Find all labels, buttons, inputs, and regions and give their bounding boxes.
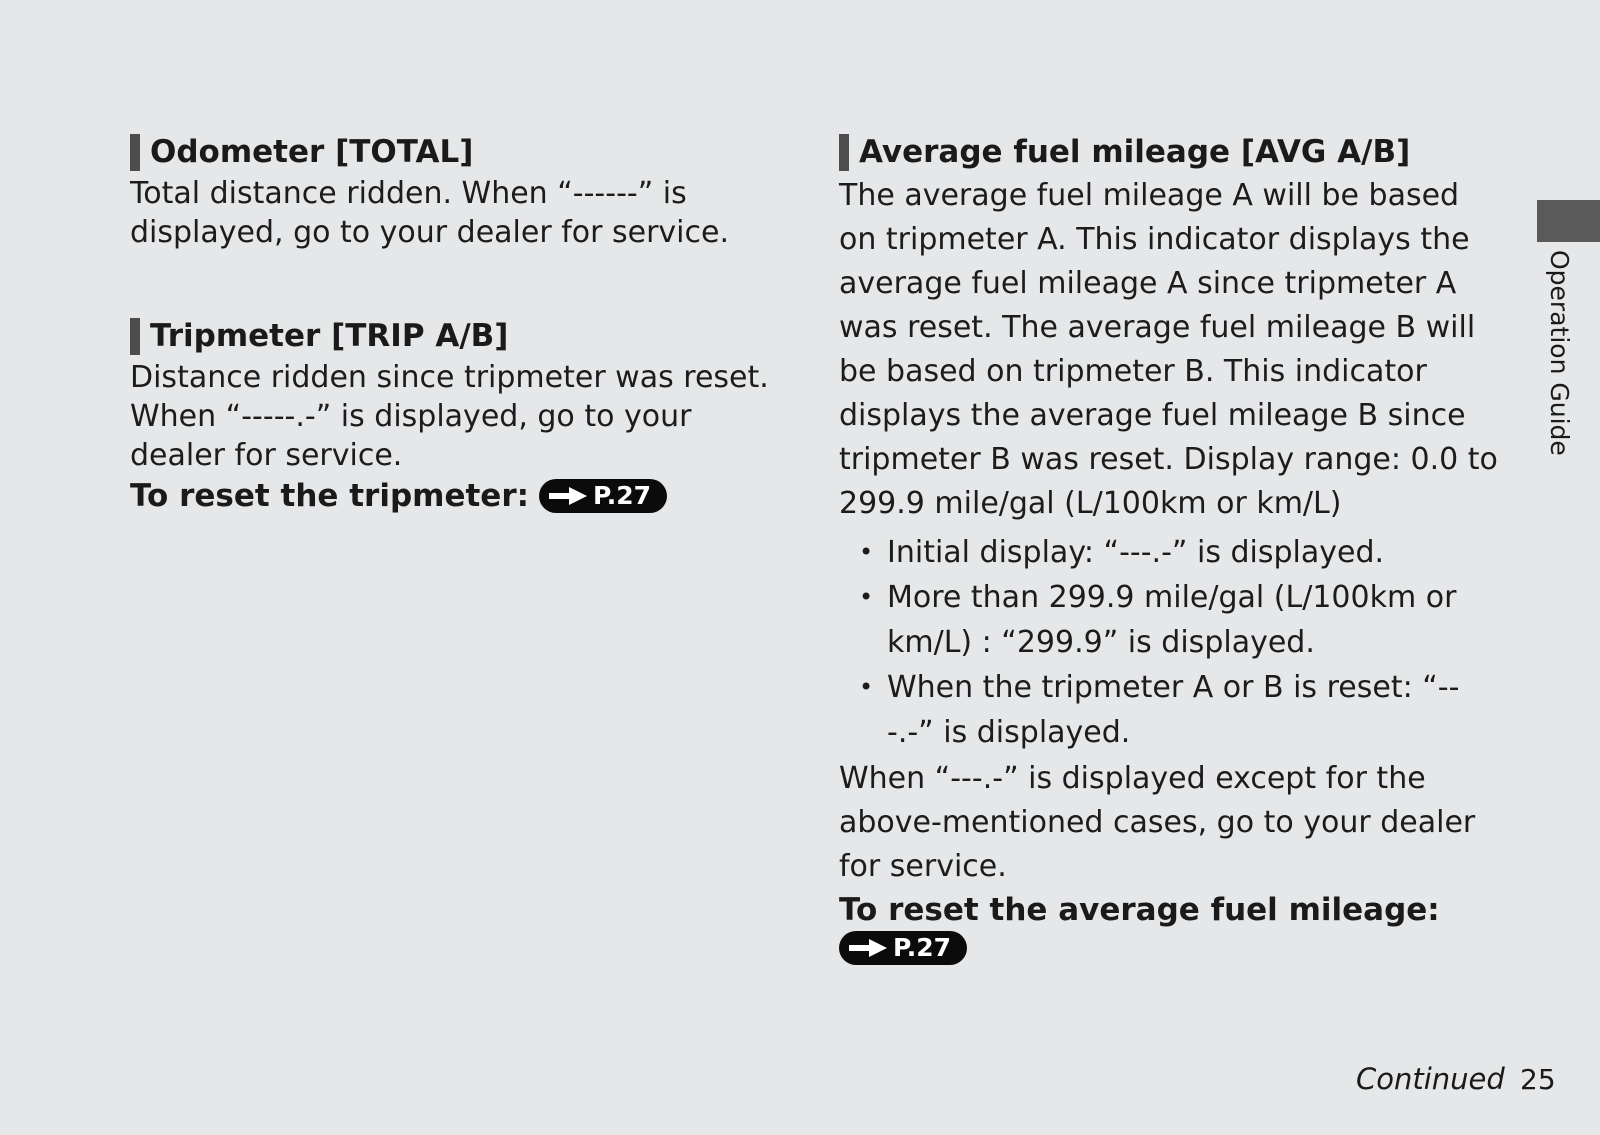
tripmeter-heading-text: Tripmeter [TRIP A/B] bbox=[150, 318, 509, 354]
avg-fuel-reset-label bbox=[839, 889, 1504, 931]
avg-fuel-description: The average fuel mileage A will be based on tripmeter A. This indicator displays the average fuel mileage A since tripmeter A was reset. The average fuel mileage B will be based on tripmeter B. This indicator displays the average fuel mileage B since tripmeter B was reset. Display range: 0.0 to 299.9 mile/gal (L/100km or km/L) bbox=[839, 178, 1498, 521]
avg-fuel-heading bbox=[839, 132, 1504, 172]
odometer-description: Total distance ridden. When “------” is displayed, go to your dealer for service. bbox=[130, 176, 730, 250]
right-column bbox=[839, 132, 1504, 965]
tripmeter-description: Distance ridden since tripmeter was reset. When “-----.-” is displayed, go to your dealer for service. bbox=[130, 360, 769, 473]
heading-bar-icon bbox=[130, 134, 140, 171]
tripmeter-page-reference-link[interactable] bbox=[539, 479, 667, 513]
section-tab-label: Operation Guide bbox=[1545, 250, 1574, 456]
bullet-text: More than 299.9 mile/gal (L/100km or km/L) : “299.9” is displayed. bbox=[887, 580, 1457, 660]
tripmeter-reset-line bbox=[130, 475, 790, 517]
section-tab-marker bbox=[1537, 200, 1600, 242]
avg-fuel-page-reference-text: P.27 bbox=[893, 933, 952, 962]
avg-fuel-page-reference-link[interactable] bbox=[839, 931, 967, 965]
bullet-dot-icon: • bbox=[859, 583, 874, 611]
avg-fuel-service-note: When “---.-” is displayed except for the above-mentioned cases, go to your dealer for service. bbox=[839, 761, 1476, 884]
list-item bbox=[839, 530, 1504, 575]
bullet-dot-icon: • bbox=[859, 673, 874, 701]
odometer-heading bbox=[130, 132, 790, 172]
arrow-right-icon bbox=[847, 937, 889, 959]
avg-fuel-reset-label-text: To reset the average fuel mileage: bbox=[839, 892, 1440, 928]
bullet-text: When the tripmeter A or B is reset: “---.-” is displayed. bbox=[887, 670, 1460, 750]
avg-fuel-reset-ref-line bbox=[839, 931, 1504, 965]
odometer-heading-text: Odometer [TOTAL] bbox=[150, 134, 474, 170]
continued-label: Continued bbox=[1356, 1062, 1505, 1096]
tripmeter-reset-label: To reset the tripmeter: bbox=[130, 478, 530, 514]
heading-bar-icon bbox=[839, 134, 849, 171]
bullet-dot-icon: • bbox=[859, 538, 874, 566]
list-item bbox=[839, 665, 1504, 755]
left-column bbox=[130, 132, 790, 517]
avg-fuel-bullet-list bbox=[839, 530, 1504, 755]
arrow-right-icon bbox=[547, 485, 589, 507]
bullet-text: Initial display: “---.-” is displayed. bbox=[887, 535, 1385, 570]
tripmeter-page-reference-text: P.27 bbox=[593, 481, 652, 510]
page-number: 25 bbox=[1520, 1063, 1556, 1096]
tripmeter-heading bbox=[130, 316, 790, 356]
heading-bar-icon bbox=[130, 318, 140, 355]
avg-fuel-heading-text: Average fuel mileage [AVG A/B] bbox=[859, 134, 1411, 170]
list-item bbox=[839, 575, 1504, 665]
